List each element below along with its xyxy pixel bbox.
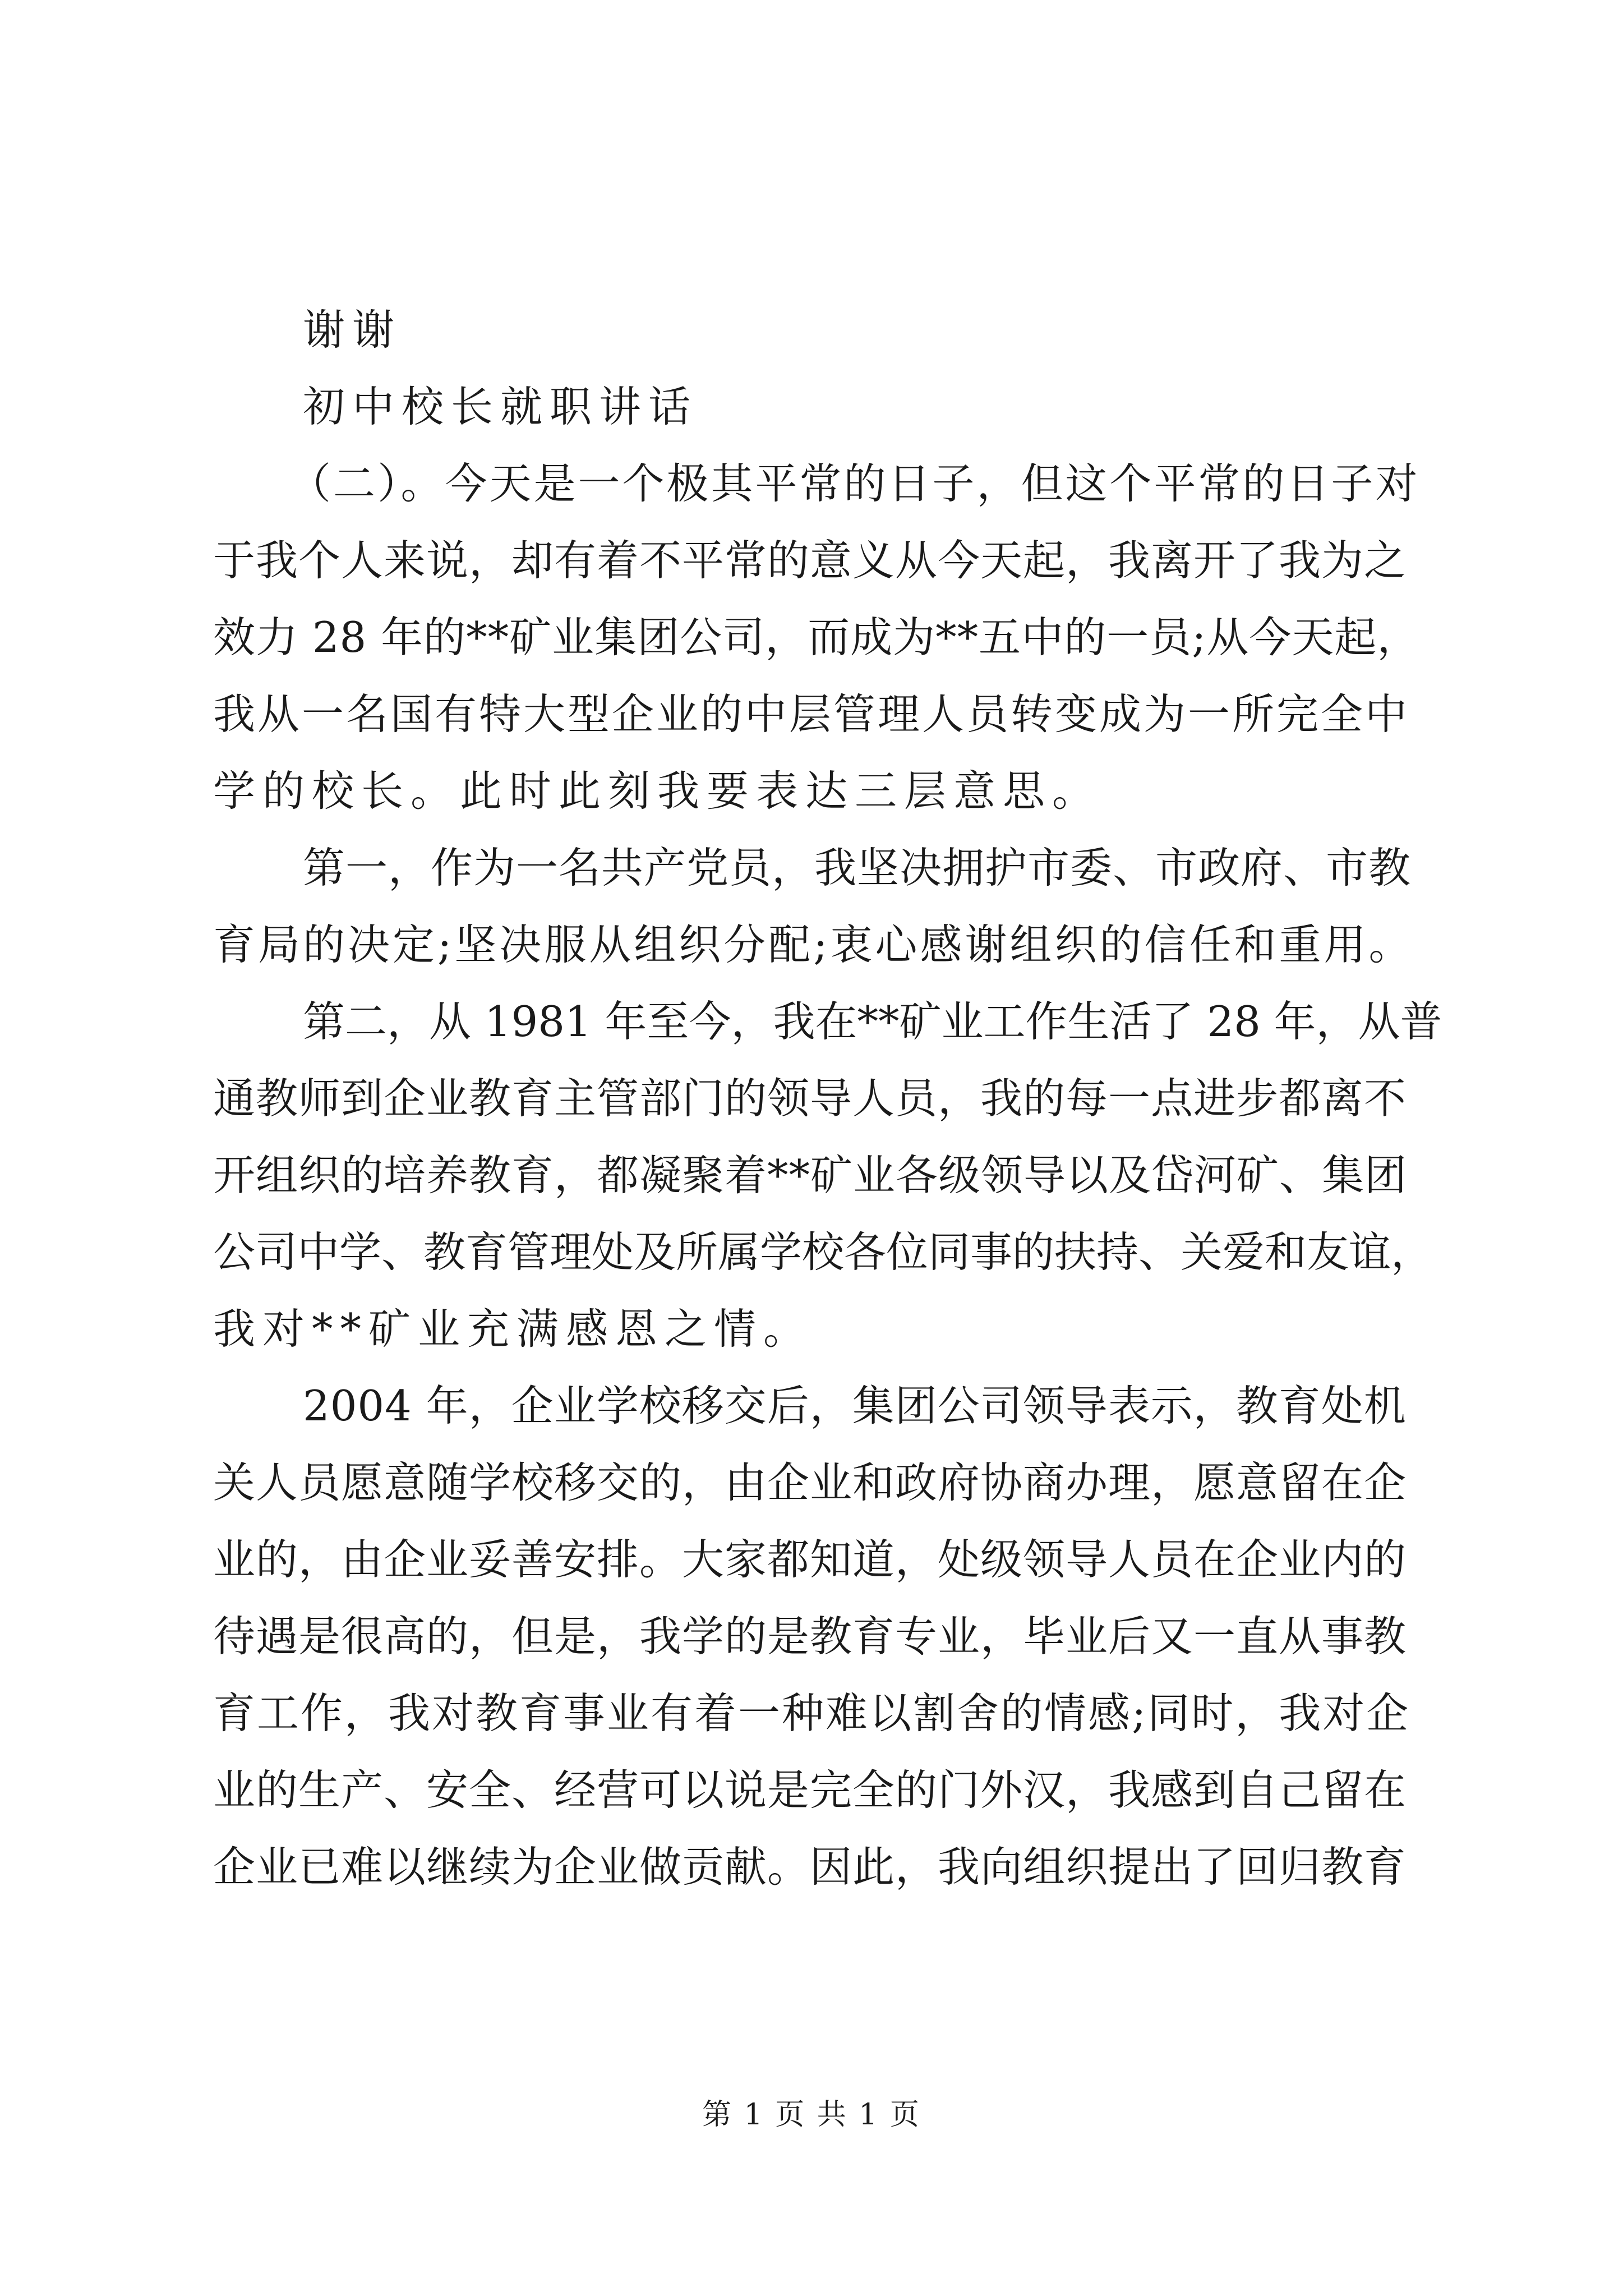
text-line: 企业已难以继续为企业做贡献。因此，我向组织提出了回归教育 [213, 1842, 1407, 1892]
text-line: 我从一名国有特大型企业的中层管理人员转变成为一所完全中 [213, 689, 1410, 739]
text-line: 育工作，我对教育事业有着一种难以割舍的情感;同时，我对企 [213, 1688, 1410, 1738]
text-line: 第二，从 1981 年至今，我在**矿业工作生活了 28 年，从普 [303, 997, 1442, 1046]
page-number-footer: 第 1 页 共 1 页 [702, 2098, 921, 2132]
text-line: 通教师到企业教育主管部门的领导人员，我的每一点进步都离不 [213, 1074, 1407, 1123]
document-body [213, 292, 1442, 1906]
text-line: 公司中学、教育管理处及所属学校各位同事的扶持、关爱和友谊， [213, 1227, 1433, 1277]
text-line: 关人员愿意随学校移交的，由企业和政府协商办理，愿意留在企 [213, 1458, 1407, 1507]
text-line: （二）。今天是一个极其平常的日子，但这个平常的日子对 [289, 459, 1420, 508]
text-line: 效力 28 年的**矿业集团公司，而成为**五中的一员;从今天起， [213, 613, 1420, 662]
text-line: 业的，由企业妥善安排。大家都知道，处级领导人员在企业内的 [213, 1535, 1407, 1584]
text-line: 学的校长。此时此刻我要表达三层意思。 [213, 766, 1102, 816]
text-line: 第一，作为一名共产党员，我坚决拥护市委、市政府、市教 [303, 843, 1412, 892]
text-line: 谢谢 [303, 305, 402, 355]
text-line: 育局的决定;坚决服从组织分配;衷心感谢组织的信任和重用。 [213, 920, 1414, 969]
text-line: 开组织的培养教育，都凝聚着**矿业各级领导以及岱河矿、集团 [213, 1151, 1408, 1200]
text-line: 我对**矿业充满感恩之情。 [213, 1304, 813, 1354]
text-line: 2004 年，企业学校移交后，集团公司领导表示，教育处机 [303, 1381, 1407, 1430]
text-line: 业的生产、安全、经营可以说是完全的门外汉，我感到自己留在 [213, 1765, 1407, 1815]
text-line: 于我个人来说，却有着不平常的意义从今天起，我离开了我为之 [213, 536, 1407, 585]
text-line: 初中校长就职讲话 [303, 382, 698, 431]
text-line: 待遇是很高的，但是，我学的是教育专业，毕业后又一直从事教 [213, 1612, 1407, 1661]
